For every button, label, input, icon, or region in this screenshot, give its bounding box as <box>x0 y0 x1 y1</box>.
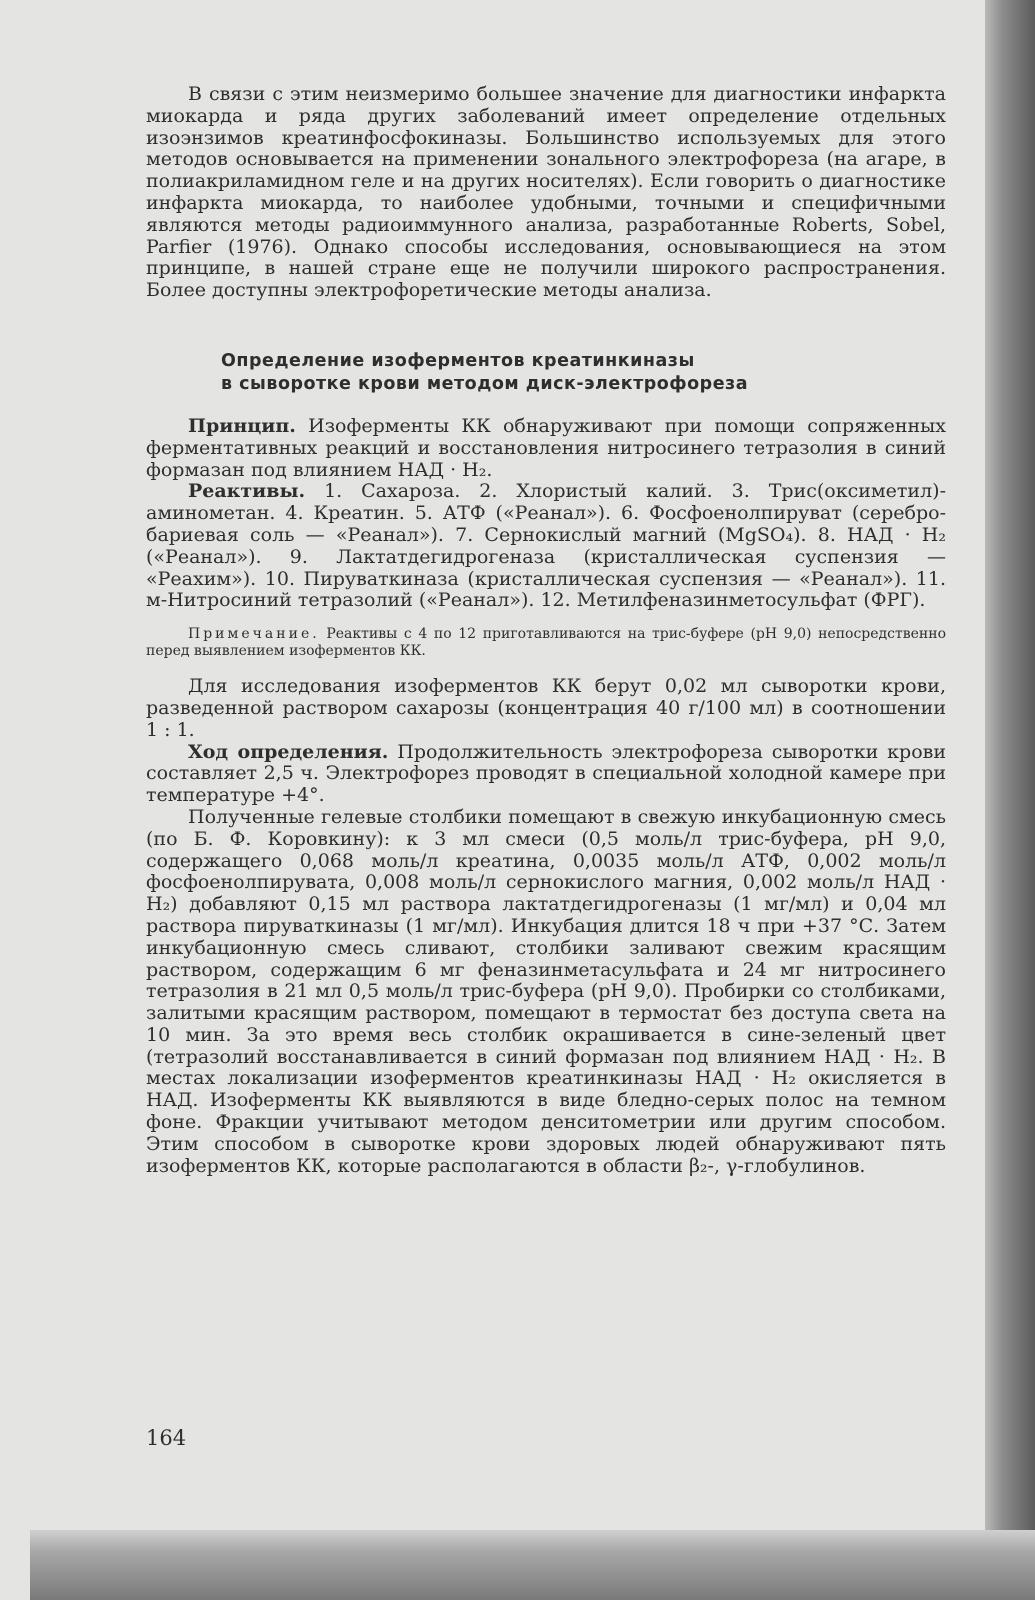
section-heading-line-2: в сыворотке крови методом диск-электрофореза <box>221 373 749 394</box>
sample-paragraph: Для исследования изоферментов КК берут 0,02 мл сыворотки крови, разведенной раствором сахарозы (концентрация 40 г/100 мл) в соотношении 1 : 1. <box>146 675 946 741</box>
reagents-paragraph <box>146 481 946 612</box>
reagents-label: Реактивы. <box>188 480 306 503</box>
procedure-paragraph <box>146 742 946 807</box>
section-heading <box>146 350 946 396</box>
principle-text: Изоферменты КК обнаруживают при помощи сопряженных ферментативных реакций и восстановления нитросинего тетразолия в синий формазан под влиянием НАД · Н₂. <box>146 414 946 481</box>
principle-paragraph <box>146 416 946 481</box>
reagents-text: 1. Сахароза. 2. Хлористый калий. 3. Трис(оксиметил)-аминометан. 4. Креатин. 5. АТФ («Реанал»). 6. Фосфоенолпируват (серебро-бариевая соль — «Реанал»). 7. Сернокислый магний (MgSO₄). 8. НАД · Н₂ («Реанал»). 9. Лактатдегидрогеназа (кристаллическая суспензия — «Реахим»). 10. Пируваткиназа (кристаллическая суспензия — «Реанал»). 11. м-Нитросиний тетразолий («Реанал»). 12. Метилфеназинметосульфат (ФРГ). <box>146 480 946 612</box>
note-label: Примечание. <box>188 626 320 643</box>
intro-paragraph: В связи с этим неизмеримо большее значение для диагностики инфаркта миокарда и ряда других заболеваний имеет определение отдельных изоэнзимов креатинфосфокиназы. Большинство используемых для этого методов основывается на применении зонального электрофореза (на агаре, в полиакриламидном геле и на других носителях). Если говорить о диагностике инфаркта миокарда, то наиболее удобными, точными и специфичными являются методы радиоиммунного анализа, разработанные Roberts, Sobel, Parfier (1976). Однако способы исследования, основывающиеся на этом принципе, в нашей стране еще не получили широкого распространения. Более доступны электрофоретические методы анализа. <box>146 83 946 302</box>
principle-label: Принцип. <box>188 414 296 437</box>
page-bottom-shadow <box>30 1530 1035 1600</box>
page-body <box>146 84 946 1177</box>
note-paragraph <box>146 626 946 660</box>
section-heading-line-1: Определение изоферментов креатинкиназы <box>221 350 695 371</box>
page-edge-shadow <box>985 0 1035 1600</box>
note-text: Реактивы с 4 по 12 приготавливаются на трис-буфере (pH 9,0) непосредственно перед выявлением изоферментов КК. <box>146 626 946 660</box>
incubation-paragraph: Полученные гелевые столбики помещают в свежую инкубационную смесь (по Б. Ф. Коровкину): к 3 мл смеси (0,5 моль/л трис-буфера, pH 9,0, содержащего 0,068 моль/л креатина, 0,0035 моль/л АТФ, 0,002 моль/л фосфоенолпирувата, 0,008 моль/л сернокислого магния, 0,002 моль/л НАД · Н₂) добавляют 0,15 мл раствора лактатдегидрогеназы (1 мг/мл) и 0,04 мл раствора пируваткиназы (1 мг/мл). Инкубация длится 18 ч при +37 °С. Затем инкубационную смесь сливают, столбики заливают свежим красящим раствором, содержащим 6 мг феназинметасульфата и 24 мг нитросинего тетразолия в 21 мл 0,5 моль/л трис-буфера (pH 9,0). Пробирки со столбиками, залитыми красящим раствором, помещают в термостат без доступа света на 10 мин. За это время весь столбик окрашивается в сине-зеленый цвет (тетразолий восстанавливается в синий формазан под влиянием НАД · Н₂. В местах локализации изоферментов креатинкиназы НАД · Н₂ окисляется в НАД. Изоферменты КК выявляются в виде бледно-серых полос на темном фоне. Фракции учитывают методом денситометрии или другим способом. Этим способом в сыворотке крови здоровых людей обнаруживают пять изоферментов КК, которые располагаются в области β₂-, γ-глобулинов. <box>146 805 946 1177</box>
procedure-label: Ход определения. <box>188 740 389 763</box>
page-number: 164 <box>146 1426 187 1450</box>
procedure-text: Продолжительность электрофореза сыворотки крови составляет 2,5 ч. Электрофорез проводят в специальной холодной камере при температуре +4°. <box>146 740 946 807</box>
